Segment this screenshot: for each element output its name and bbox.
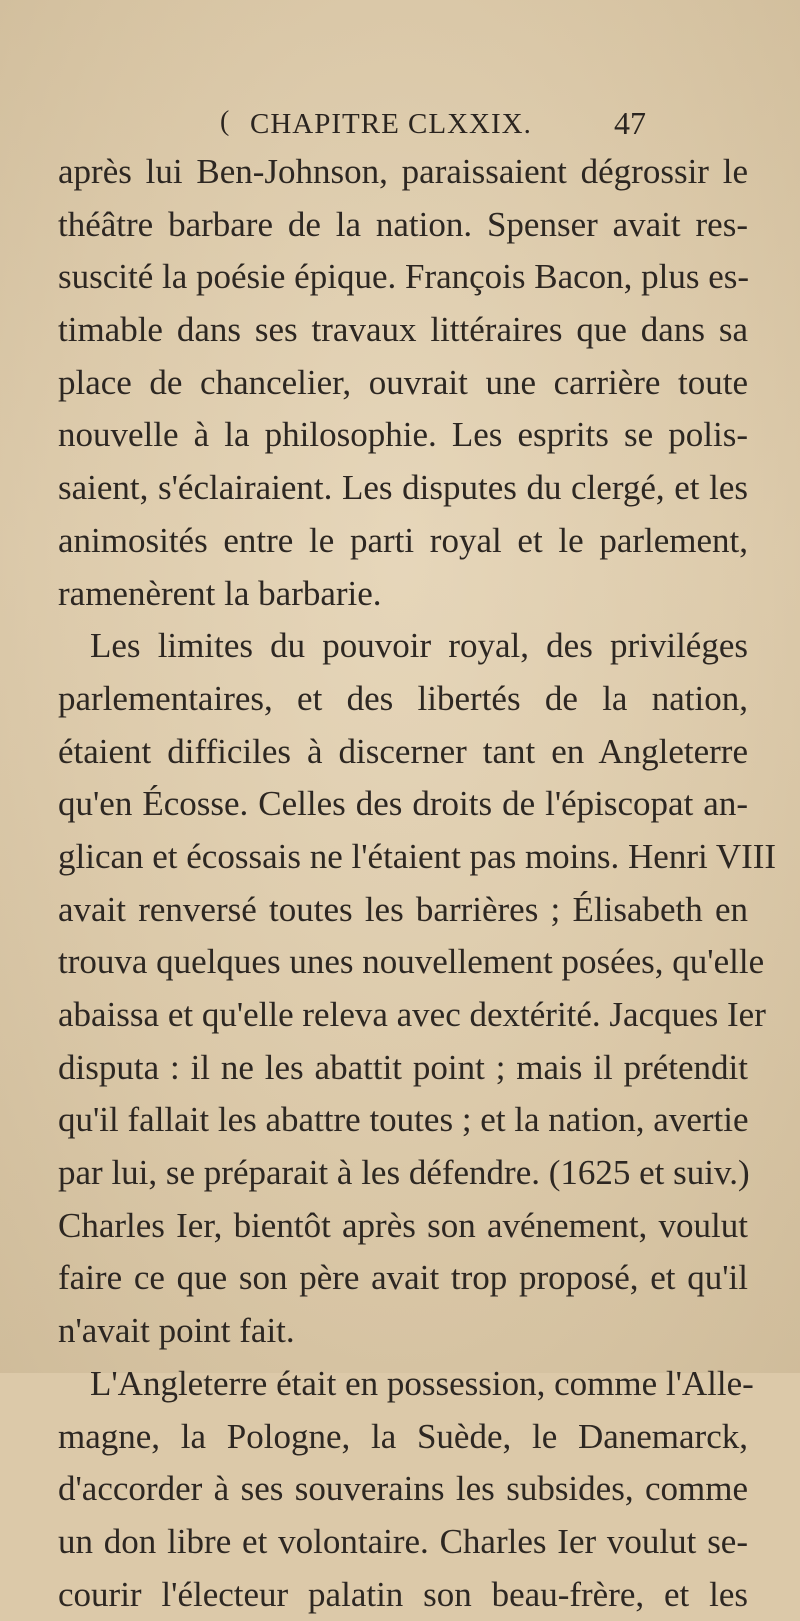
text-line: théâtre barbare de la nation. Spenser avait res- — [58, 204, 748, 244]
text-line: nouvelle à la philosophie. Les esprits se polis- — [58, 415, 748, 455]
paragraph-end-line: n'avait point fait. — [58, 1311, 295, 1351]
text-line: étaient difficiles à discerner tant en Angleterre — [58, 731, 748, 771]
text-line: animosités entre le parti royal et le parlement, — [58, 520, 748, 560]
text-line: trouva quelques unes nouvellement posées, qu'elle — [58, 942, 765, 982]
text-line: timable dans ses travaux littéraires que dans sa — [58, 310, 748, 350]
text-line: glican et écossais ne l'étaient pas moins. Henri VIII — [58, 836, 777, 876]
text-line: par lui, se préparait à les défendre. (1625 et suiv.) — [58, 1153, 750, 1193]
text-line: d'accorder à ses souverains les subsides, comme — [58, 1469, 748, 1509]
text-line: saient, s'éclairaient. Les disputes du clergé, et les — [58, 468, 748, 508]
text-line: qu'il fallait les abattre toutes ; et la nation, avertie — [58, 1100, 749, 1140]
text-line: après lui Ben-Johnson, paraissaient dégrossir le — [58, 152, 748, 191]
paragraph-start-line: L'Angleterre était en possession, comme l'Alle- — [90, 1363, 754, 1403]
text-line: suscité la poésie épique. François Bacon, plus es- — [58, 257, 750, 297]
text-line: abaissa et qu'elle releva avec dextérité. Jacques Ier — [58, 995, 766, 1034]
text-line: faire ce que son père avait trop proposé, et qu'il — [58, 1258, 748, 1298]
text-line: disputa : il ne les abattit point ; mais il prétendit — [58, 1047, 748, 1087]
text-line: place de chancelier, ouvrait une carrière toute — [58, 362, 748, 402]
text-line: courir l'électeur palatin son beau-frère, et les — [58, 1574, 748, 1614]
paragraph-start-line: Les limites du pouvoir royal, des priviléges — [90, 626, 748, 666]
body-text — [58, 146, 777, 1621]
text-line: parlementaires, et des libertés de la nation, — [58, 678, 748, 718]
page-number: 47 — [614, 105, 646, 141]
text-line: qu'en Écosse. Celles des droits de l'épiscopat an- — [58, 784, 748, 824]
text-line: Charles Ier, bientôt après son avénement, voulut — [58, 1205, 748, 1245]
text-line: avait renversé toutes les barrières ; Élisabeth en — [58, 889, 748, 929]
running-header — [0, 100, 800, 144]
text-line: un don libre et volontaire. Charles Ier voulut se- — [58, 1521, 748, 1561]
paragraph-end-line: ramenèrent la barbarie. — [58, 573, 382, 613]
header-mark: ( — [220, 106, 230, 137]
text-line: magne, la Pologne, la Suède, le Danemarck, — [58, 1416, 748, 1456]
chapter-title: CHAPITRE CLXXIX. — [250, 108, 532, 140]
